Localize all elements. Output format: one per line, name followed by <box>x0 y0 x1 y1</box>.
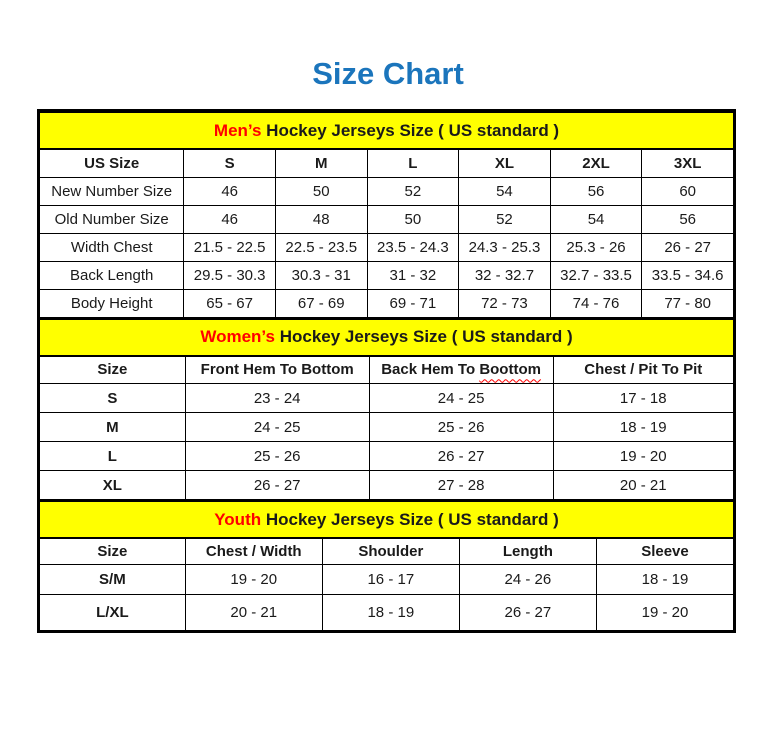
table-row <box>40 205 734 233</box>
table-row <box>40 177 734 205</box>
column-header: Chest / Pit To Pit <box>553 356 733 384</box>
table-cell: 24 - 25 <box>185 413 369 442</box>
column-header: Size <box>40 356 186 384</box>
table-cell: 56 <box>642 205 734 233</box>
table-cell: 24 - 25 <box>369 384 553 413</box>
table-cell: 23 - 24 <box>185 384 369 413</box>
table-cell: 26 - 27 <box>642 233 734 261</box>
table-cell: New Number Size <box>40 177 184 205</box>
section-title-youth <box>40 501 734 538</box>
table-cell: 48 <box>275 205 367 233</box>
table-cell: 20 - 21 <box>553 471 733 500</box>
table-cell: 46 <box>184 205 276 233</box>
section-title-text: Hockey Jerseys Size ( US standard ) <box>261 120 560 140</box>
table-cell: 26 - 27 <box>369 442 553 471</box>
table-cell: 22.5 - 23.5 <box>275 233 367 261</box>
table-cell: XL <box>40 471 186 500</box>
column-header: Chest / Width <box>185 538 322 564</box>
column-header: Sleeve <box>596 538 733 564</box>
size-table-womens <box>39 318 734 501</box>
table-cell: 24.3 - 25.3 <box>459 233 551 261</box>
table-cell: 56 <box>550 177 642 205</box>
section-title-text: Hockey Jerseys Size ( US standard ) <box>261 509 559 529</box>
section-accent: Women’s <box>200 327 275 346</box>
table-cell: 18 - 19 <box>553 413 733 442</box>
column-header: US Size <box>40 149 184 177</box>
table-cell: 25 - 26 <box>185 442 369 471</box>
column-header: M <box>275 149 367 177</box>
table-cell: Old Number Size <box>40 205 184 233</box>
table-cell: 24 - 26 <box>459 564 596 594</box>
table-cell: 32.7 - 33.5 <box>550 261 642 289</box>
table-cell: 60 <box>642 177 734 205</box>
column-header: Front Hem To Bottom <box>185 356 369 384</box>
misspelled-word: Boottom <box>479 361 541 379</box>
table-cell: 30.3 - 31 <box>275 261 367 289</box>
table-cell: 27 - 28 <box>369 471 553 500</box>
column-header: 3XL <box>642 149 734 177</box>
table-row <box>40 233 734 261</box>
header-row-mens <box>40 149 734 177</box>
table-cell: 52 <box>459 205 551 233</box>
table-cell: 46 <box>184 177 276 205</box>
table-cell: 33.5 - 34.6 <box>642 261 734 289</box>
table-cell: 31 - 32 <box>367 261 459 289</box>
section-band-mens <box>40 112 734 149</box>
table-row <box>40 442 734 471</box>
table-cell: 21.5 - 22.5 <box>184 233 276 261</box>
table-cell: 67 - 69 <box>275 289 367 317</box>
table-cell: 74 - 76 <box>550 289 642 317</box>
table-row <box>40 413 734 442</box>
table-cell: 54 <box>550 205 642 233</box>
section-accent: Youth <box>214 509 262 529</box>
table-cell: 72 - 73 <box>459 289 551 317</box>
table-cell: 26 - 27 <box>185 471 369 500</box>
table-cell: 50 <box>275 177 367 205</box>
table-cell: 19 - 20 <box>596 594 733 630</box>
table-cell: 69 - 71 <box>367 289 459 317</box>
table-cell: 23.5 - 24.3 <box>367 233 459 261</box>
table-cell: Width Chest <box>40 233 184 261</box>
column-header: Shoulder <box>322 538 459 564</box>
column-header: XL <box>459 149 551 177</box>
table-cell: 16 - 17 <box>322 564 459 594</box>
column-header: Length <box>459 538 596 564</box>
table-cell: Body Height <box>40 289 184 317</box>
table-cell: 25 - 26 <box>369 413 553 442</box>
column-header: Back Hem To Boottom <box>369 356 553 384</box>
section-band-youth <box>40 501 734 538</box>
table-cell: 77 - 80 <box>642 289 734 317</box>
column-header: L <box>367 149 459 177</box>
table-cell: 26 - 27 <box>459 594 596 630</box>
table-cell: 29.5 - 30.3 <box>184 261 276 289</box>
size-table-mens <box>39 111 734 318</box>
table-cell: 52 <box>367 177 459 205</box>
section-title-mens <box>40 112 734 149</box>
table-cell: 50 <box>367 205 459 233</box>
table-cell: 32 - 32.7 <box>459 261 551 289</box>
table-cell: Back Length <box>40 261 184 289</box>
column-header: S <box>184 149 276 177</box>
size-chart <box>37 109 736 633</box>
table-row <box>40 594 734 630</box>
table-row <box>40 471 734 500</box>
table-cell: S/M <box>40 564 186 594</box>
section-title-womens <box>40 319 734 356</box>
table-cell: M <box>40 413 186 442</box>
table-cell: 54 <box>459 177 551 205</box>
table-row <box>40 261 734 289</box>
section-band-womens <box>40 319 734 356</box>
header-row-womens <box>40 356 734 384</box>
section-title-text: Hockey Jerseys Size ( US standard ) <box>274 327 573 346</box>
table-cell: L/XL <box>40 594 186 630</box>
table-cell: 17 - 18 <box>553 384 733 413</box>
size-table-youth <box>39 500 734 631</box>
table-cell: 18 - 19 <box>596 564 733 594</box>
table-cell: 19 - 20 <box>185 564 322 594</box>
table-cell: 65 - 67 <box>184 289 276 317</box>
table-row <box>40 384 734 413</box>
section-accent: Men’s <box>213 120 262 140</box>
header-row-youth <box>40 538 734 564</box>
table-cell: 20 - 21 <box>185 594 322 630</box>
table-row <box>40 564 734 594</box>
table-row <box>40 289 734 317</box>
column-header: Size <box>40 538 186 564</box>
table-cell: S <box>40 384 186 413</box>
table-cell: 19 - 20 <box>553 442 733 471</box>
table-cell: 18 - 19 <box>322 594 459 630</box>
column-header: 2XL <box>550 149 642 177</box>
table-cell: 25.3 - 26 <box>550 233 642 261</box>
table-cell: L <box>40 442 186 471</box>
page-title: Size Chart <box>312 56 464 91</box>
